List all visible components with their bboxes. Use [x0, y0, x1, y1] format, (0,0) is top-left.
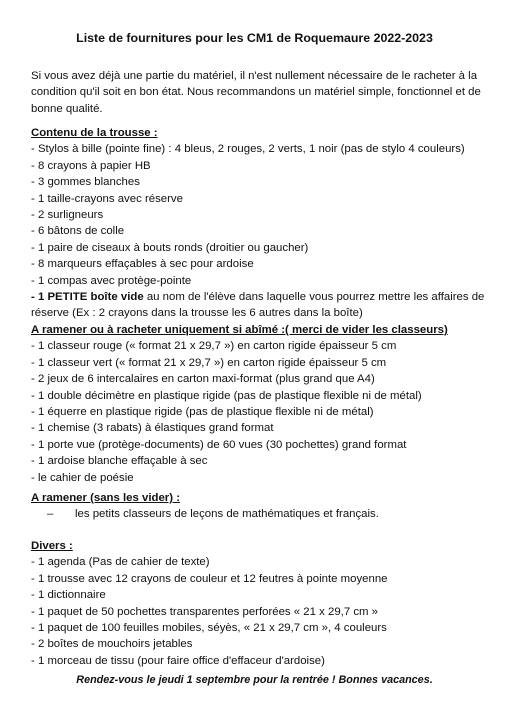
section-heading-ramener-racheter: A ramener ou à racheter uniquement si abîmé :( merci de vider les classeurs) — [31, 324, 448, 336]
list-item: - 1 classeur rouge (« format 21 x 29,7 ») en carton rigide épaisseur 5 cm — [31, 340, 397, 353]
section-heading-trousse: Contenu de la trousse : — [31, 127, 158, 139]
list-item-text: les petits classeurs de leçons de mathématiques et français. — [75, 508, 379, 521]
list-item: - 1 compas avec protège-pointe — [31, 274, 192, 287]
list-item-boite — [31, 289, 493, 322]
list-item: - 1 équerre en plastique rigide (pas de plastique flexible ni de métal) — [31, 406, 374, 419]
boite-rest-text: au nom de l'élève dans laquelle vous pourrez mettre les affaires de réserve (Ex : 2 crayons dans la trousse les 6 autres dans la boîte) — [31, 291, 485, 320]
list-item: - 1 trousse avec 12 crayons de couleur et 12 feutres à pointe moyenne — [31, 572, 388, 585]
list-item: - 2 jeux de 6 intercalaires en carton maxi-format (plus grand que A4) — [31, 373, 375, 386]
list-item: - 1 classeur vert (« format 21 x 29,7 ») en carton rigide épaisseur 5 cm — [31, 356, 387, 369]
list-item: - 8 crayons à papier HB — [31, 159, 151, 172]
list-item: - le cahier de poésie — [31, 471, 134, 484]
list-item: - 2 boîtes de mouchoirs jetables — [31, 638, 193, 651]
list-item: - 1 morceau de tissu (pour faire office d'effaceur d'ardoise) — [31, 654, 325, 667]
section-divers — [31, 538, 501, 669]
section-heading-divers: Divers : — [31, 540, 73, 552]
list-item: - 1 ardoise blanche effaçable à sec — [31, 455, 208, 468]
section-ramener-sans-vider — [31, 490, 501, 523]
boite-bold-text: - 1 PETITE boîte vide — [31, 291, 144, 304]
list-item: - 1 paire de ciseaux à bouts ronds (droitier ou gaucher) — [31, 241, 309, 254]
list-item: - 8 marqueurs effaçables à sec pour ardoise — [31, 258, 254, 271]
section-trousse — [31, 125, 501, 322]
document-title: Liste de fournitures pour les CM1 de Roquemaure 2022-2023 — [76, 31, 433, 45]
list-item: - 1 double décimètre en plastique rigide (pas de plastique flexible ni de métal) — [31, 389, 422, 402]
list-item: - 3 gommes blanches — [31, 176, 140, 189]
section-ramener-racheter — [31, 322, 501, 486]
list-item — [31, 506, 501, 522]
list-item: - Stylos à bille (pointe fine) : 4 bleus, 2 rouges, 2 verts, 1 noir (pas de stylo 4 couleurs) — [31, 143, 465, 156]
intro-paragraph: Si vous avez déjà une partie du matériel, il n'est nullement nécessaire de le racheter à la condition qu'il soit en bon état. Nous recommandons un matériel simple, fonctionnel et de bonne qualité. — [31, 70, 481, 115]
list-item: - 1 paquet de 100 feuilles mobiles, séyès, « 21 x 29,7 cm », 4 couleurs — [31, 622, 387, 635]
list-item: - 1 paquet de 50 pochettes transparentes perforées « 21 x 29,7 cm » — [31, 605, 379, 618]
list-item: - 1 agenda (Pas de cahier de texte) — [31, 556, 210, 569]
list-item: - 1 chemise (3 rabats) à élastiques grand format — [31, 422, 274, 435]
list-item: - 1 taille-crayons avec réserve — [31, 192, 183, 205]
list-item: - 1 dictionnaire — [31, 589, 106, 602]
list-item: - 1 porte vue (protège-documents) de 60 vues (30 pochettes) grand format — [31, 438, 407, 451]
section-heading-ramener-sans-vider: A ramener (sans les vider) : — [31, 492, 180, 504]
closing-message: Rendez-vous le jeudi 1 septembre pour la rentrée ! Bonnes vacances. — [76, 674, 433, 686]
dash-bullet: – — [47, 508, 54, 521]
list-item: - 6 bâtons de colle — [31, 225, 125, 238]
list-item: - 2 surligneurs — [31, 209, 104, 222]
